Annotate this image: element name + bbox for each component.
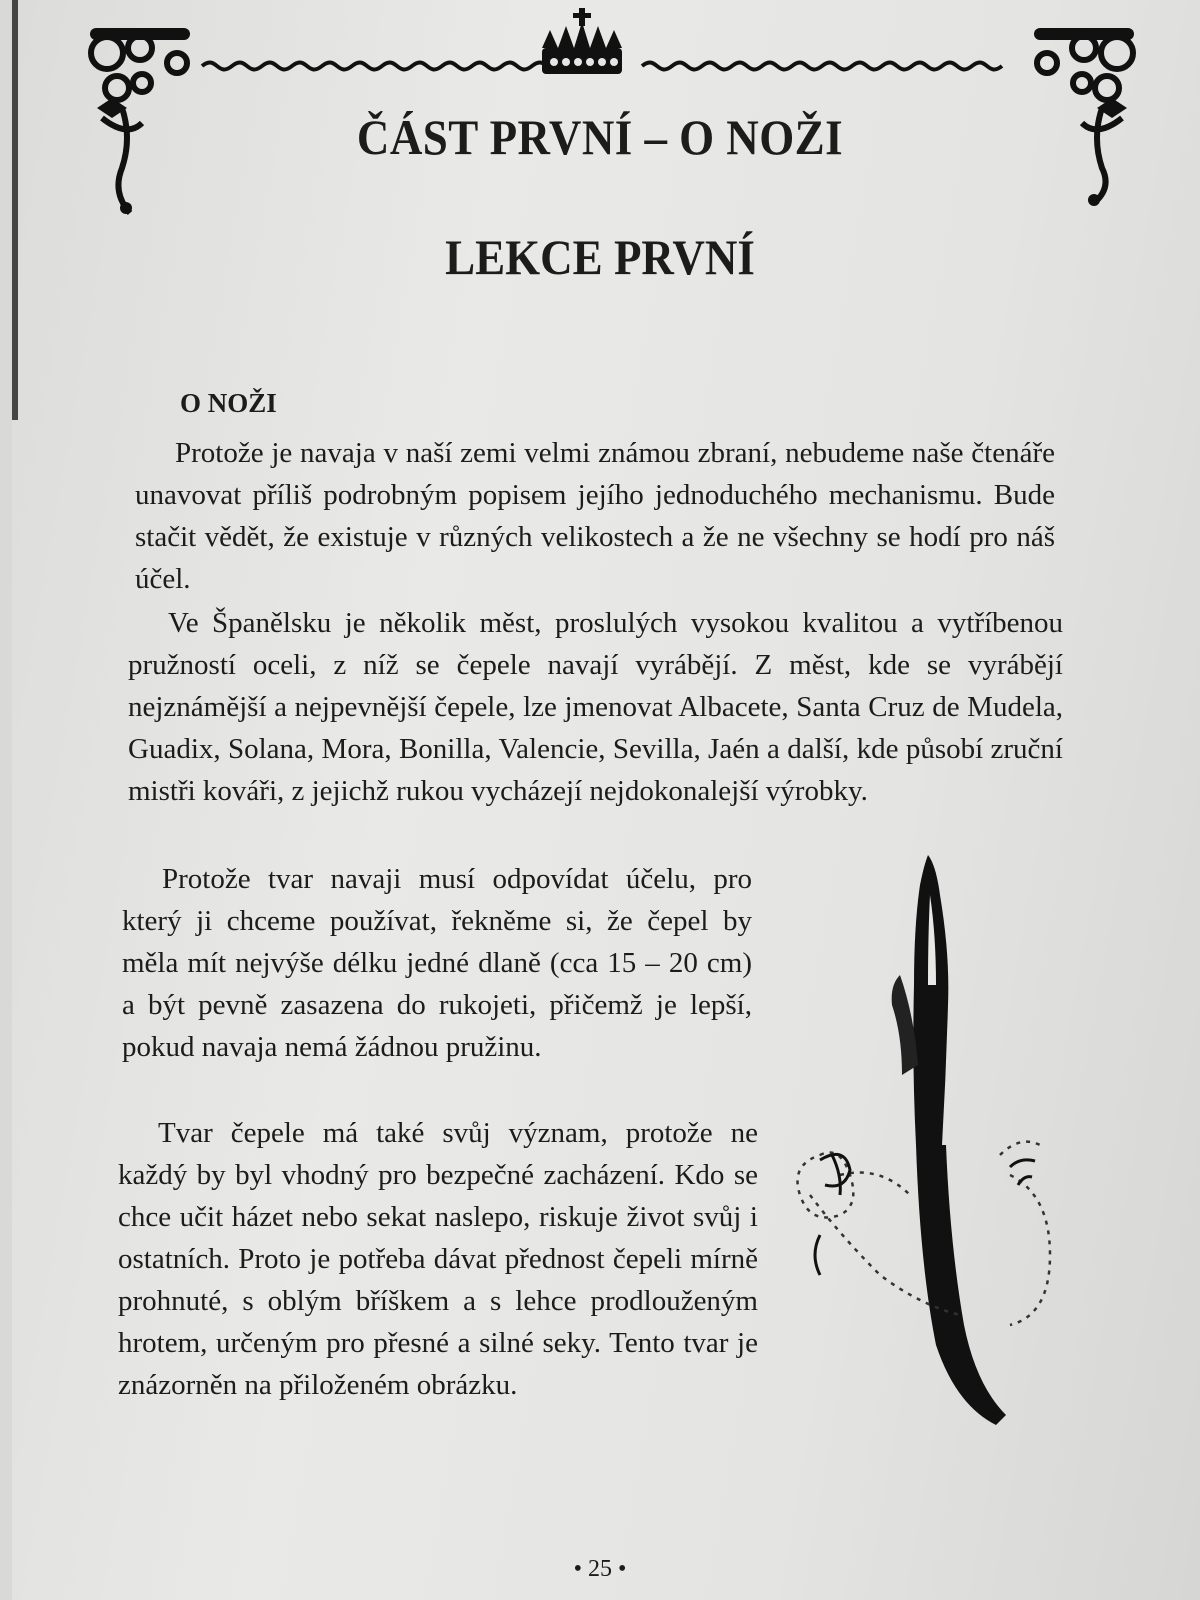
page-edge	[12, 0, 18, 420]
paragraph-1: Protože je navaja v naší zemi velmi známou zbraní, nebudeme naše čtenáře unavovat příliš podrobným popisem jejího jednoduchého mechanismu. Bude stačit vědět, že existuje v různých velikostech a že ne všechny se hodí pro náš účel.	[135, 437, 1055, 595]
paragraph-2: Ve Španělsku je několik měst, proslulých vysokou kvalitou a vytříbenou pružností oceli, z níž se čepele navají vyrábějí. Z měst, kde se vyrábějí nejznámější a nejpevnější čepele, lze jmenovat Albacete, Santa Cruz de Mudela, Guadix, Solana, Mora, Bonilla, Valencie, Sevilla, Jaén a další, kde působí zruční mistři kováři, z jejichž rukou vycházejí nejdokonalejší výrobky.	[128, 607, 1063, 807]
chapter-title: ČÁST PRVNÍ – O NOŽI	[356, 109, 844, 165]
page-number: • 25 •	[573, 1556, 627, 1582]
section-heading: O NOŽI	[180, 388, 277, 418]
paragraph-3: Protože tvar navaji musí odpovídat účelu, pro který ji chceme používat, řekněme si, že čepel by měla mít nejvýše délku jedné dlaně (cca 15 – 20 cm) a být pevně zasazena do rukojeti, přičemž je lepší, pokud navaja nemá žádnou pružinu.	[122, 863, 752, 1063]
navaja-knife-illustration	[780, 855, 1080, 1455]
paragraph-4: Tvar čepele má také svůj význam, protože ne každý by byl vhodný pro bezpečné zacházení. Kdo se chce učit házet nebo sekat naslepo, riskuje život svůj i ostatních. Proto je potřeba dávat přednost čepeli mírně prohnuté, s oblým bříškem a s lehce prodlouženým hrotem, určeným pro přesné a silné seky. Tento tvar je znázorněn na přiloženém obrázku.	[118, 1117, 758, 1401]
lesson-title: LEKCE PRVNÍ	[445, 229, 755, 285]
